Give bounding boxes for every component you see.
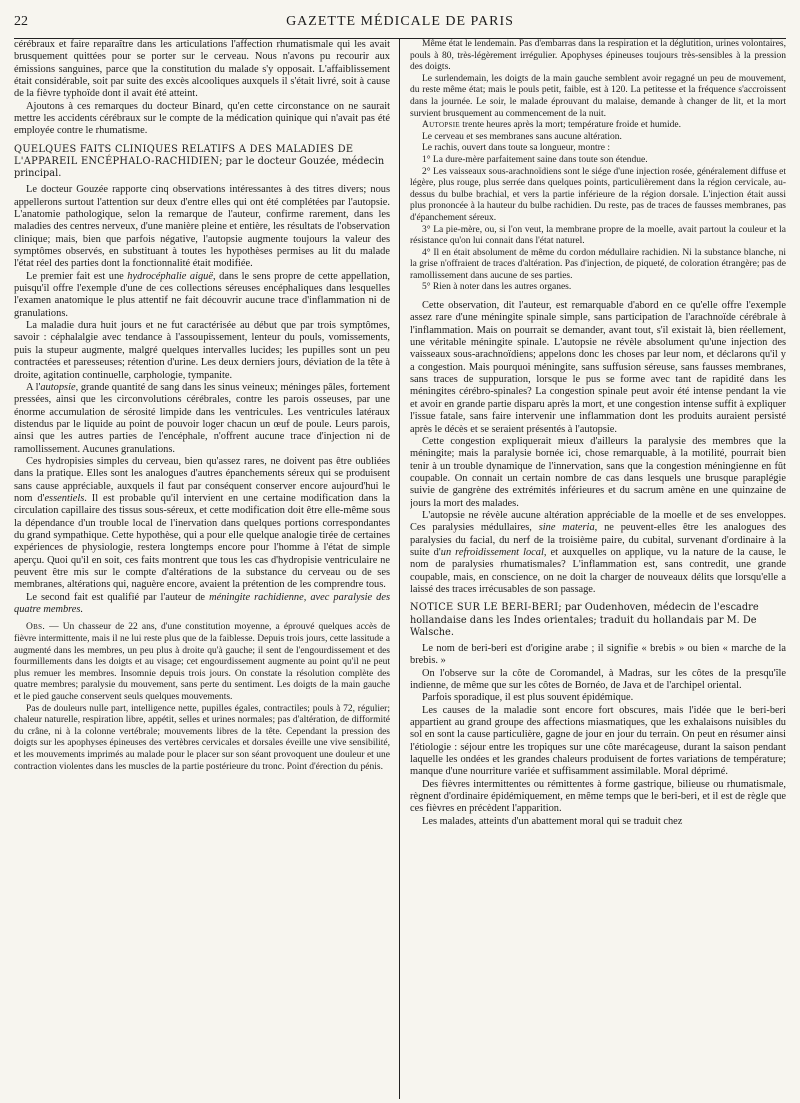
notice-heading [14, 144, 390, 181]
paragraph: Le docteur Gouzée rapporte cinq observations intéressantes à des titres divers; nous appellerons surtout l'attention sur deux d'entre elles qui ont été complétées par l'autopsie. L'anatomie pathologique, selon la remarque de l'auteur, confirme rarement, dans les maladies des centres nerveux, d'une manière pleine et entière, les résultats de l'observation clinique; mais, bien que parfois négative, l'autopsie augmente toujours la valeur des symptômes observés, en substituant à toutes les hypothèses permises au lit du malade l'état réel des parties dont la fonctionnalité était modifiée. [14, 184, 390, 270]
emphasis: un refroidissement local [440, 546, 544, 558]
observation-paragraph: Même état le lendemain. Pas d'embarras dans la respiration et la déglutition, urines volontaires, pouls à 80, très-légèrement irrégulier. Apophyses épineuses toujours très-sensibles à la pression des doigts. [410, 39, 786, 73]
paragraph: La maladie dura huit jours et ne fut caractérisée au début que par trois symptômes, savoir : céphalalgie avec tendance à l'assoupissement, lenteur du pouls, vomissements, puis la stupeur augmente, malgré quelques intervalles lucides; les pupilles sont un peu contractées et paresseuses; rétention d'urine. Les deux derniers jours, déviation de la tête à droite, agitation continuelle, carphologie, tympanite. [14, 320, 390, 381]
emphasis: hydrocéphalie aiguë [127, 270, 213, 282]
emphasis: méningite rachidienne, avec paralysie des quatre membres. [14, 591, 390, 616]
paragraph: Les causes de la maladie sont encore fort obscures, mais l'idée que le beri-beri appartient au grand groupe des affections miasmatiques, que les exhalaisons nuisibles du sol en sont la cause particulière, gagne de jour en jour du terrain. On peut en résumer ainsi l'étiologie : séjour entre les tropiques sur une côte marécageuse, durant la saison pendant laquelle les ondées et les grandes chaleurs produisent de fortes variations de température; manque d'une nourriture variée et suffisamment assimilable. Moral déprimé. [410, 704, 786, 778]
notice-title: NOTICE SUR LE BERI-BERI [410, 602, 559, 614]
paragraph: A l'autopsie, grande quantité de sang dans les sinus veineux; méninges pâles, fortement pressées, ainsi que les circonvolutions cérébrales, contre les parois osseuses, par une énorme accumulation de sérosité limpide dans les ventricules. Les ventricules latéraux distendus par le liquide au point de pouvoir loger chacun un œuf de poule. Leurs parois, ainsi que les autres parties de l'encéphale, n'offrent aucune trace d'injection ni de ramollissement. Aucunes granulations. [14, 381, 390, 455]
observation-paragraph: Le surlendemain, les doigts de la main gauche semblent avoir regagné un peu de mouvement, du reste même état; mais le pouls petit, faible, est à 120. La petitesse et la fréquence s'accroissent dans la journée. Le soir, le malade éprouvant du malaise, demande à changer de lit, et la mort survient brusquement au commencement de la nuit. [410, 73, 786, 119]
paragraph: Le second fait est qualifié par l'auteur de méningite rachidienne, avec paralysie des quatre membres. [14, 591, 390, 616]
notice-author: ; par le docteur Gouzée, médecin principal. [14, 155, 385, 180]
paragraph: On l'observe sur la côte de Coromandel, à Madras, sur les côtes de la presqu'île indienne, de même que sur les côtes de Bornéo, de Java et de l'archipel oriental. [410, 667, 786, 691]
observation-paragraph: 5° Rien à noter dans les autres organes. [422, 282, 572, 293]
paragraph: Des fièvres intermittentes ou rémittentes à forme gastrique, bilieuse ou rhumatismale, règnent d'ordinaire épidémiquement, en même temps que le beri-beri, et il est de règle que ces fièvres en précèdent l'apparition. [410, 778, 786, 815]
paragraph: Le nom de beri-beri est d'origine arabe ; il signifie « brebis » ou bien « marche de la brebis. » [410, 642, 786, 667]
notice-heading [410, 602, 786, 639]
observation-paragraph: Pas de douleurs nulle part, intelligence nette, pupilles égales, contractiles; pouls à 72, régulier; chaleur naturelle, respiration libre, appétit, selles et urines normales; pas d'altération, de difformité du crâne, ni à la colonne vertébrale; mouvements libres de la tête. Cependant la pression des doigts sur les apophyses épineuses des vertèbres cervicales et dorsales éveille une vive sensibilité, et les mouvements imprimés au malade pour le placer sur son séant provoquent une douleur et une contraction violentes dans les muscles de la partie postérieure du tronc. Point d'érection du pénis. [14, 703, 390, 772]
paragraph: Cette congestion expliquerait mieux d'ailleurs la paralysie des membres que la méningite; mais la paralysie bornée ici, chose remarquable, à la motilité, pourrait bien tenir à un trouble dynamique de l'innervation, sans que la congestion méningienne en fût coupable. On connait un certain nombre de cas dans lesquels une brusque paraplégie suivie de gangrène des extrémités inférieures et du sacrum amène en une quinzaine de jours la mort des malades. [410, 435, 786, 509]
paragraph: Le premier fait est une hydrocéphalie aiguë, dans le sens propre de cette appellation, puisqu'il offre l'exemple d'une de ces collections séreuses encéphaliques dans lesquelles l'examen anatomique le plus attentif ne fait découvrir aucune trace d'inflammation ni de granulations. [14, 270, 390, 319]
observation-paragraph: Le cerveau et ses membranes sans aucune altération. [422, 131, 622, 142]
paragraph: Les malades, atteints d'un abattement moral qui se traduit chez [422, 815, 683, 827]
obs-label: Obs. [26, 622, 45, 633]
observation-paragraph: 2° Les vaisseaux sous-arachnoïdiens sont le siége d'une injection rosée, généralement diffuse et légère, plus rouge, plus serrée dans quelques points, particulièrement dans la région cervicale, au-dessus du bulbe brachial, et vers la partie inférieure de la région dorsale. L'injection était aussi plus prononcée à la hauteur du bulbe rachidien. Du reste, pas de traces de fausses membranes, pas d'épanchement séreux. [410, 166, 786, 223]
observation-paragraph: Le rachis, ouvert dans toute sa longueur, montre : [422, 143, 610, 154]
autopsy-label: Autopsie [422, 120, 460, 131]
paragraph: Cette observation, dit l'auteur, est remarquable d'abord en ce qu'elle offre l'exemple assez rare d'une méningite spinale simple, sans participation de l'arachnoïde cérébrale à l'inflammation. Mais on pourrait se demander, avant tout, s'il existait là, bien réellement, une véritable méningite spinale. L'autopsie ne révèle absolument qu'une injection des vaisseaux sous-arachnoïdiens; appelons donc les choses par leur nom, et déclarons qu'il y a congestion. Mais pourquoi méningite, sans suffusion séreuse, sans fausses membranes, sans traces de suppuration, lorsque le pus se forme avec tant de rapidité dans les méningites cérébro-spinales? La congestion spinale peut avoir été intense pendant la vie et avoir en grande partie disparu après la mort, et une congestion intense suffit à expliquer l'issue fatale, sans faire intervenir une inflammation dont les produits auraient persisté après le décès et se seraient présentés à l'autopsie. [410, 300, 786, 435]
emphasis: essentiels [44, 492, 85, 504]
paragraph: cérébraux et faire reparaître dans les articulations l'affection rhumatismale qui les avait brusquement quittées pour se porter sur le cerveau. Nous n'avons pu recourir aux émissions sanguines, parce que la constitution du malade s'y opposait. L'affaiblissement était considérable, soit par suite des excès alcooliques auxquels il s'était livré, soit à cause de la fièvre typhoïde dont il avait été atteint. [14, 39, 390, 100]
paragraph: Parfois sporadique, il est plus souvent épidémique. [422, 692, 634, 704]
observation-paragraph: 4° Il en était absolument de même du cordon médullaire rachidien. Ni la substance blanche, ni la grise n'offraient de traces d'altération. Pas d'injection, de piqueté, de coloration étrangère; pas de ramollissement dans aucune de ses parties. [410, 247, 786, 281]
paragraph: Ces hydropisies simples du cerveau, bien qu'assez rares, ne doivent pas être oubliées dans la pratique. Elles sont les analogues d'autres épanchements séreux qui se produisent sans cause appréciable, auxquels il faut par conséquent conserver encore aujourd'hui le nom d'essentiels. Il est probable qu'il intervient en une certaine modification dans la circulation capillaire des tissus sous-séreux, et cette modification doit être elle-même sous la dépendance d'un trouble local de l'inervation dans quelques portions correspondantes du grand sympathique. Cette hypothèse, qui a pour elle quelque analogie tirée de certaines expériences de physiologie, restera longtemps encore pour l'homme à l'état de simple aperçu. Quoi qu'il en soit, ces faits montrent que tous les cas d'hydropisie ventriculaire ne peuvent être mis sur le compte d'altérations de la substance du cerveau ou de ses membranes, altérations qui, naguère encore, avaient la prétention de les comprendre tous. [14, 455, 391, 591]
journal-title: GAZETTE MÉDICALE DE PARIS [286, 14, 514, 29]
page-number: 22 [14, 14, 28, 29]
right-column [410, 39, 786, 1099]
notice-title: QUELQUES FAITS CLINIQUES RELATIFS A DES MALADIES DE L'APPAREIL ENCÉPHALO-RACHIDIEN [14, 143, 354, 167]
paragraph: Ajoutons à ces remarques du docteur Binard, qu'en cette circonstance on ne saurait mettre les accidents cérébraux sur le compte de la médication quinique qui n'avait pas été employée contre le rhumatisme. [14, 100, 390, 137]
page-header [14, 14, 786, 39]
observation-paragraph: 3° La pie-mère, ou, si l'on veut, la membrane propre de la moelle, avait partout la couleur et la résistance qu'on lui connait dans l'état naturel. [410, 224, 786, 247]
observation-paragraph: Autopsie trente heures après la mort; température froide et humide. [422, 120, 681, 131]
paragraph: L'autopsie ne révèle aucune altération appréciable de la moelle et de ses enveloppes. Ces paralysies médullaires, sine materia, ne peuvent-elles être les analogues des paralysies du facial, du nerf de la troisième paire, du cubital, survenant d'ordinaire à la suite d'un refroidissement local, et auxquelles on applique, vu la nature de la cause, le nom de paralysies rhumatismales? L'inflammation est, sans contredit, une grande coupable, mais, en conscience, on ne doit la charger de nouveaux délits que lorsqu'elle a laissé des traces irrécusables de son passage. [410, 509, 786, 595]
notice-author: ; par Oudenhoven, médecin de l'escadre hollandaise dans les Indes orientales; traduit du hollandais par M. De Walsche. [410, 602, 759, 638]
observation-paragraph: 1° La dure-mère parfaitement saine dans toute son étendue. [422, 154, 648, 165]
observation-paragraph: Obs. — Un chasseur de 22 ans, d'une constitution moyenne, a éprouvé quelques accès de fièvre intermittente, mais il ne lui reste plus que de la faiblesse. Depuis trois jours, cette lassitude a augmenté dans les membres, un peu plus à droite qu'à gauche; il sent de l'engourdissement et des fourmillements dans les doigts et au visage; cet engourdissement augmente au point qu'il ne peut plus remuer les membres. Insomnie depuis trois jours. On constate la résolution complète des quatre membres; paralysie du mouvement, sans perte du sentiment. Les doigts de la main gauche et le pied gauche conservent seuls quelques mouvements. [14, 622, 390, 702]
left-column [14, 39, 400, 1099]
emphasis: sine materia [538, 522, 595, 534]
emphasis: autopsie [40, 381, 76, 393]
text-columns [14, 39, 786, 1099]
